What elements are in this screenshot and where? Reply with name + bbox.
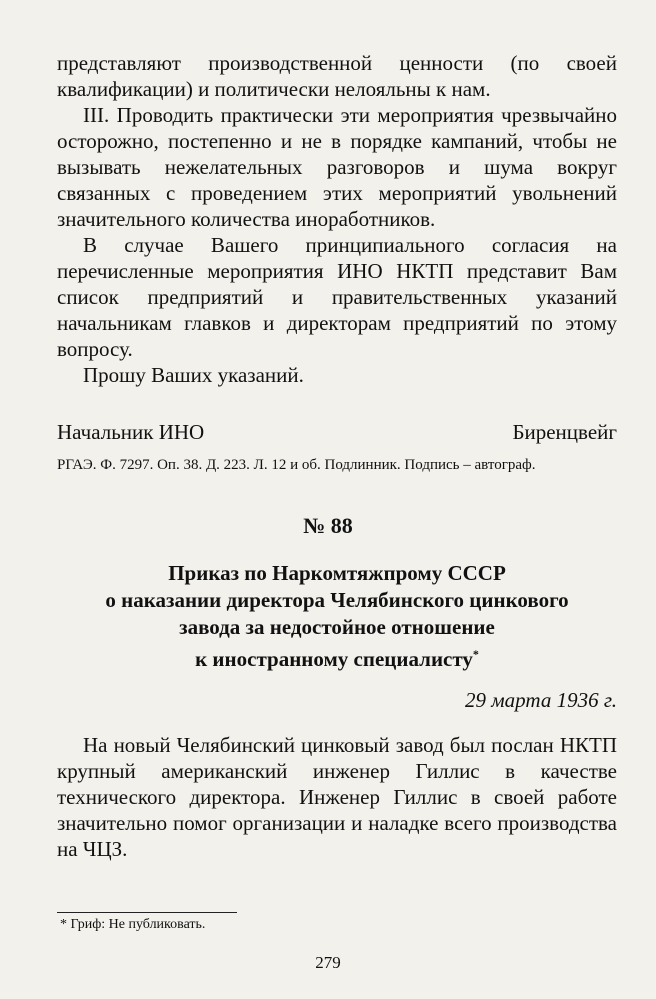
paragraph-1: представляют производственной ценности (по своей квалификации) и политически нелояльны к нам. (57, 51, 617, 101)
signature-position: Начальник ИНО (57, 420, 205, 444)
letter-body (57, 50, 617, 388)
title-line: о наказании директора Челябинского цинкового (105, 588, 569, 612)
archive-reference: РГАЭ. Ф. 7297. Оп. 38. Д. 223. Л. 12 и об. Подлинник. Подпись – автограф. (57, 457, 536, 473)
title-line: Приказ по Наркомтяжпрому СССР (168, 561, 506, 585)
footnote-text: Гриф: Не публиковать. (70, 917, 206, 932)
title-line: к иностранному специалисту* (195, 647, 479, 671)
signature-name: Биренцвейг (512, 420, 617, 444)
paragraph-3: В случае Вашего принципиального согласия на перечисленные мероприятия ИНО НКТП представит Вам список предприятий и правительственных указаний начальникам главков и директорам предприятий по этому вопросу. (57, 233, 617, 361)
document-date: 29 марта 1936 г. (465, 688, 617, 712)
footnote-divider (57, 912, 237, 913)
order-body: На новый Челябинский цинковый завод был послан НКТП крупный американский инженер Гиллис в качестве технического директора. Инженер Гиллис в своей работе значительно помог организации и наладке всего производства на ЧЦЗ. (57, 733, 617, 861)
footnote-mark: * (472, 647, 479, 661)
footnote (60, 917, 205, 933)
signature-line (57, 420, 617, 445)
footnote-marker: * (60, 917, 67, 932)
paragraph-4: Прошу Ваших указаний. (83, 363, 304, 387)
document-number: № 88 (303, 513, 353, 538)
title-line: завода за недостойное отношение (179, 615, 495, 639)
paragraph-2: III. Проводить практически эти мероприятия чрезвычайно осторожно, постепенно и не в порядке кампаний, чтобы не вызывать нежелательных разговоров и шума вокруг связанных с проведением этих мероприятий увольнений значительного количества иноработников. (57, 103, 617, 231)
document-title (57, 560, 617, 673)
page-number: 279 (315, 953, 341, 972)
